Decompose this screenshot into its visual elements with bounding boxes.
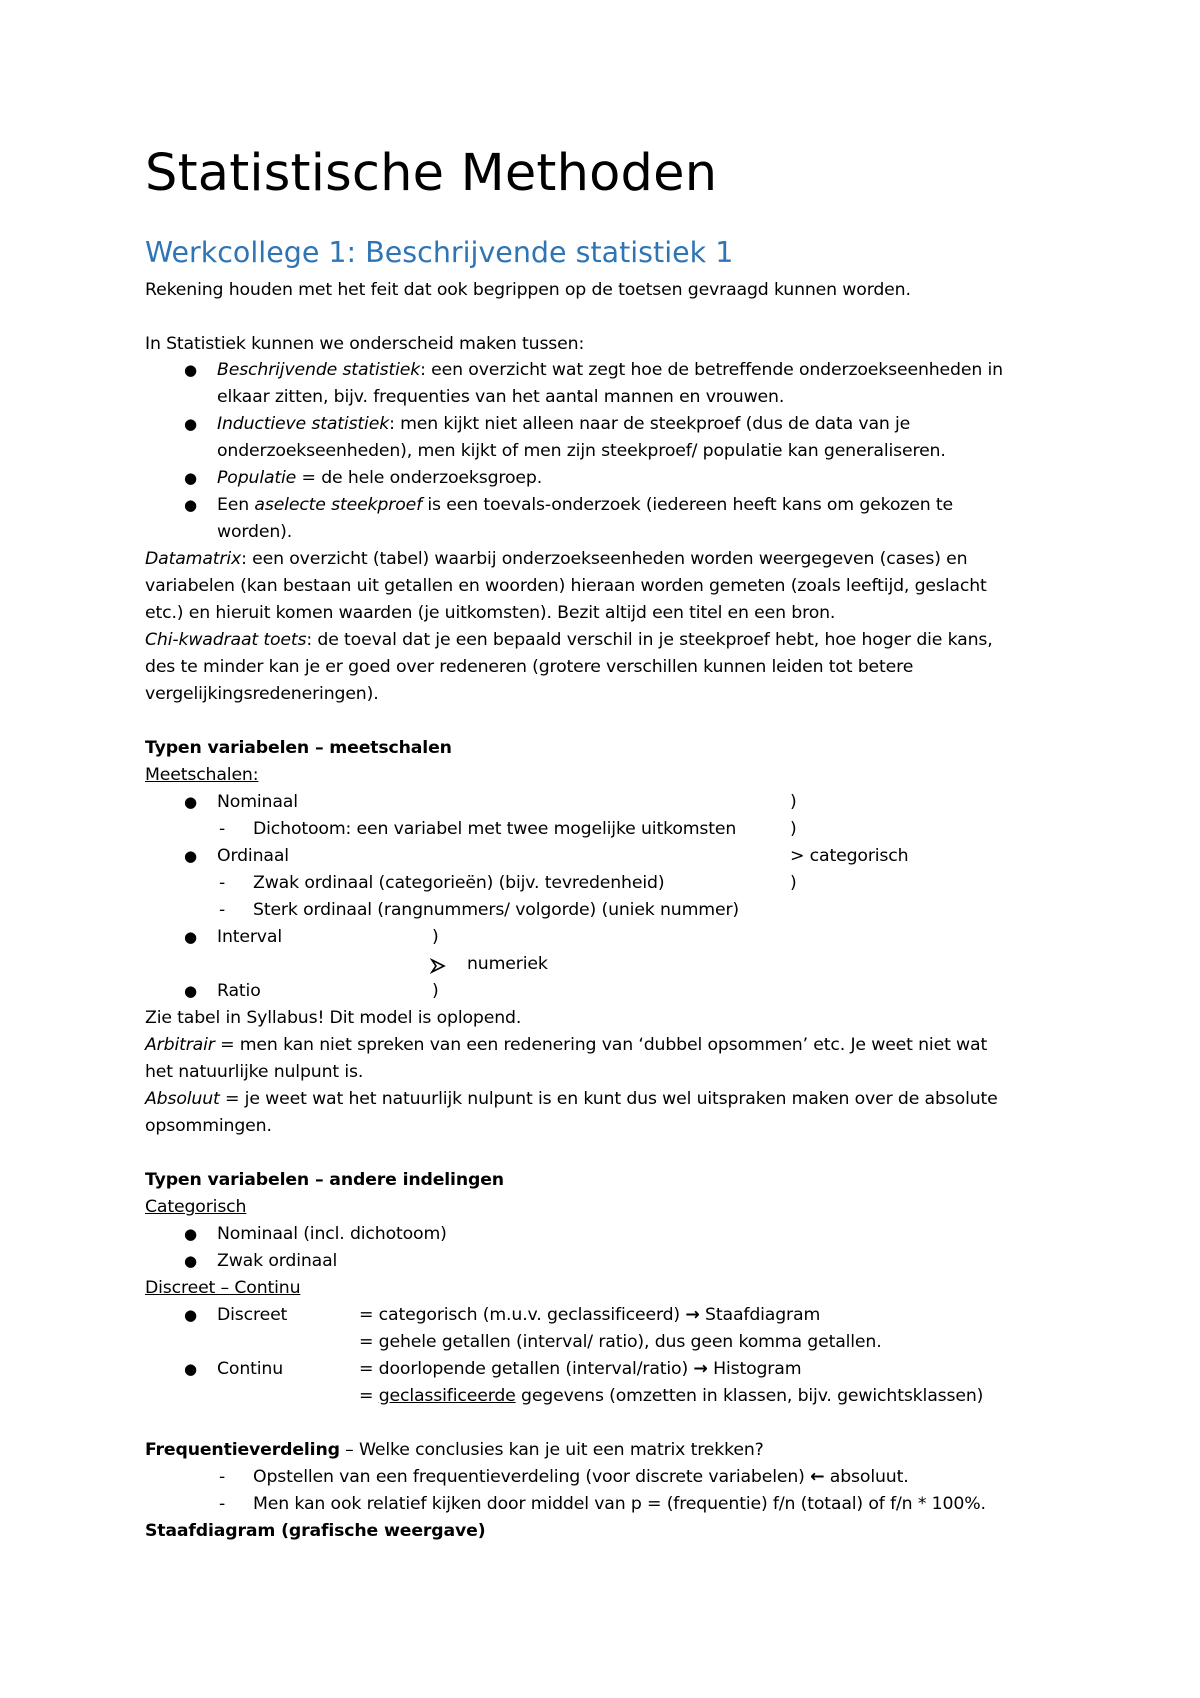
chikwadraat-paragraph: Chi-kwadraat toets: de toeval dat je een bepaald verschil in je steekproef hebt, hoe hoger die kans, bbox=[145, 630, 993, 650]
categorisch-label: > categorisch bbox=[790, 846, 909, 866]
arbitrair-line: het natuurlijke nulpunt is. bbox=[145, 1062, 364, 1082]
scale-ordinaal: Ordinaal bbox=[217, 846, 289, 866]
datamatrix-paragraph: Datamatrix: een overzicht (tabel) waarbij onderzoekseenheden worden weergegeven (cases) en bbox=[145, 549, 968, 569]
scale-zwak-ordinaal: Zwak ordinaal (categorieën) (bijv. tevredenheid) bbox=[253, 873, 665, 893]
scale-dichotoom: Dichotoom: een variabel met twee mogelijke uitkomsten bbox=[253, 819, 737, 839]
arrow-right-icon: → bbox=[693, 1359, 708, 1379]
frequentie-heading: Frequentieverdeling – Welke conclusies kan je uit een matrix trekken? bbox=[145, 1440, 764, 1460]
bullet-icon: ● bbox=[184, 928, 198, 946]
bullet-icon: ● bbox=[184, 793, 198, 811]
meetschalen-subheading: Meetschalen: bbox=[145, 765, 259, 785]
list-item: Opstellen van een frequentieverdeling (voor discrete variabelen) ← absoluut. bbox=[253, 1467, 909, 1487]
continu-label: Continu bbox=[217, 1359, 284, 1379]
scale-ratio: Ratio bbox=[217, 981, 261, 1001]
discreet-def: = categorisch (m.u.v. geclassificeerd) → Staafdiagram bbox=[359, 1305, 821, 1325]
list-item-cont: elkaar zitten, bijv. frequenties van het aantal mannen en vrouwen. bbox=[217, 387, 785, 407]
bullet-icon: ● bbox=[184, 1252, 198, 1270]
arrow-right-icon: → bbox=[685, 1305, 700, 1325]
zie-tabel-text: Zie tabel in Syllabus! Dit model is oplopend. bbox=[145, 1008, 522, 1028]
datamatrix-line: etc.) en hieruit komen waarden (je uitkomsten). Bezit altijd een titel en een bron. bbox=[145, 603, 836, 623]
scale-interval: Interval bbox=[217, 927, 282, 947]
bullet-icon: ● bbox=[184, 847, 198, 865]
bracket: ) bbox=[432, 927, 439, 947]
datamatrix-line: variabelen (kan bestaan uit getallen en woorden) hieraan worden gemeten (zoals leeftijd, geslacht bbox=[145, 576, 987, 596]
bullet-icon: ● bbox=[184, 496, 198, 514]
list-item: Zwak ordinaal bbox=[217, 1251, 338, 1271]
distinction-lead: In Statistiek kunnen we onderscheid maken tussen: bbox=[145, 334, 585, 354]
section-heading: Werkcollege 1: Beschrijvende statistiek 1 bbox=[145, 236, 734, 269]
bracket: ) bbox=[790, 873, 797, 893]
list-item: Inductieve statistiek: men kijkt niet alleen naar de steekproef (dus de data van je bbox=[217, 414, 911, 434]
bracket: ) bbox=[790, 819, 797, 839]
meetschalen-heading: Typen variabelen – meetschalen bbox=[145, 738, 452, 758]
dash-marker: - bbox=[219, 1494, 226, 1514]
list-item-cont: worden). bbox=[217, 522, 293, 542]
discreet-label: Discreet bbox=[217, 1305, 288, 1325]
list-item: Een aselecte steekproef is een toevals-onderzoek (iedereen heeft kans om gekozen te bbox=[217, 495, 953, 515]
bullet-icon: ● bbox=[184, 361, 198, 379]
dash-marker: - bbox=[219, 900, 226, 920]
bullet-icon: ● bbox=[184, 415, 198, 433]
chikwadraat-line: vergelijkingsredeneringen). bbox=[145, 684, 379, 704]
list-item: Populatie = de hele onderzoeksgroep. bbox=[217, 468, 543, 488]
bullet-icon: ● bbox=[184, 982, 198, 1000]
continu-def-cont: = geclassificeerde gegevens (omzetten in klassen, bijv. gewichtsklassen) bbox=[359, 1386, 984, 1406]
discreet-continu-subheading: Discreet – Continu bbox=[145, 1278, 301, 1298]
dash-marker: - bbox=[219, 819, 226, 839]
bullet-icon: ● bbox=[184, 1306, 198, 1324]
absoluut-line: opsommingen. bbox=[145, 1116, 272, 1136]
categorisch-subheading: Categorisch bbox=[145, 1197, 247, 1217]
arrowhead-icon bbox=[430, 958, 446, 974]
list-item: Beschrijvende statistiek: een overzicht wat zegt hoe de betreffende onderzoekseenheden in bbox=[217, 360, 1003, 380]
page-title: Statistische Methoden bbox=[145, 144, 718, 203]
scale-sterk-ordinaal: Sterk ordinaal (rangnummers/ volgorde) (uniek nummer) bbox=[253, 900, 740, 920]
bullet-icon: ● bbox=[184, 1360, 198, 1378]
staafdiagram-heading: Staafdiagram (grafische weergave) bbox=[145, 1521, 486, 1541]
bullet-icon: ● bbox=[184, 1225, 198, 1243]
bullet-icon: ● bbox=[184, 469, 198, 487]
list-item: Nominaal (incl. dichotoom) bbox=[217, 1224, 447, 1244]
dash-marker: - bbox=[219, 873, 226, 893]
scale-nominaal: Nominaal bbox=[217, 792, 298, 812]
absoluut-paragraph: Absoluut = je weet wat het natuurlijk nulpunt is en kunt dus wel uitspraken maken over de absolute bbox=[145, 1089, 998, 1109]
bracket: ) bbox=[790, 792, 797, 812]
numeriek-label: numeriek bbox=[467, 954, 548, 974]
list-item-cont: onderzoekseenheden), men kijkt of men zijn steekproef/ populatie kan generaliseren. bbox=[217, 441, 946, 461]
chikwadraat-line: des te minder kan je er goed over redeneren (grotere verschillen kunnen leiden tot betere bbox=[145, 657, 914, 677]
arbitrair-paragraph: Arbitrair = men kan niet spreken van een redenering van ‘dubbel opsommen’ etc. Je weet niet wat bbox=[145, 1035, 988, 1055]
bracket: ) bbox=[432, 981, 439, 1001]
dash-marker: - bbox=[219, 1467, 226, 1487]
andere-heading: Typen variabelen – andere indelingen bbox=[145, 1170, 504, 1190]
continu-def: = doorlopende getallen (interval/ratio) → Histogram bbox=[359, 1359, 802, 1379]
discreet-def-cont: = gehele getallen (interval/ ratio), dus geen komma getallen. bbox=[359, 1332, 882, 1352]
intro-text: Rekening houden met het feit dat ook begrippen op de toetsen gevraagd kunnen worden. bbox=[145, 280, 911, 300]
arrow-left-icon: ← bbox=[810, 1467, 825, 1487]
list-item: Men kan ook relatief kijken door middel van p = (frequentie) f/n (totaal) of f/n * 100%. bbox=[253, 1494, 986, 1514]
